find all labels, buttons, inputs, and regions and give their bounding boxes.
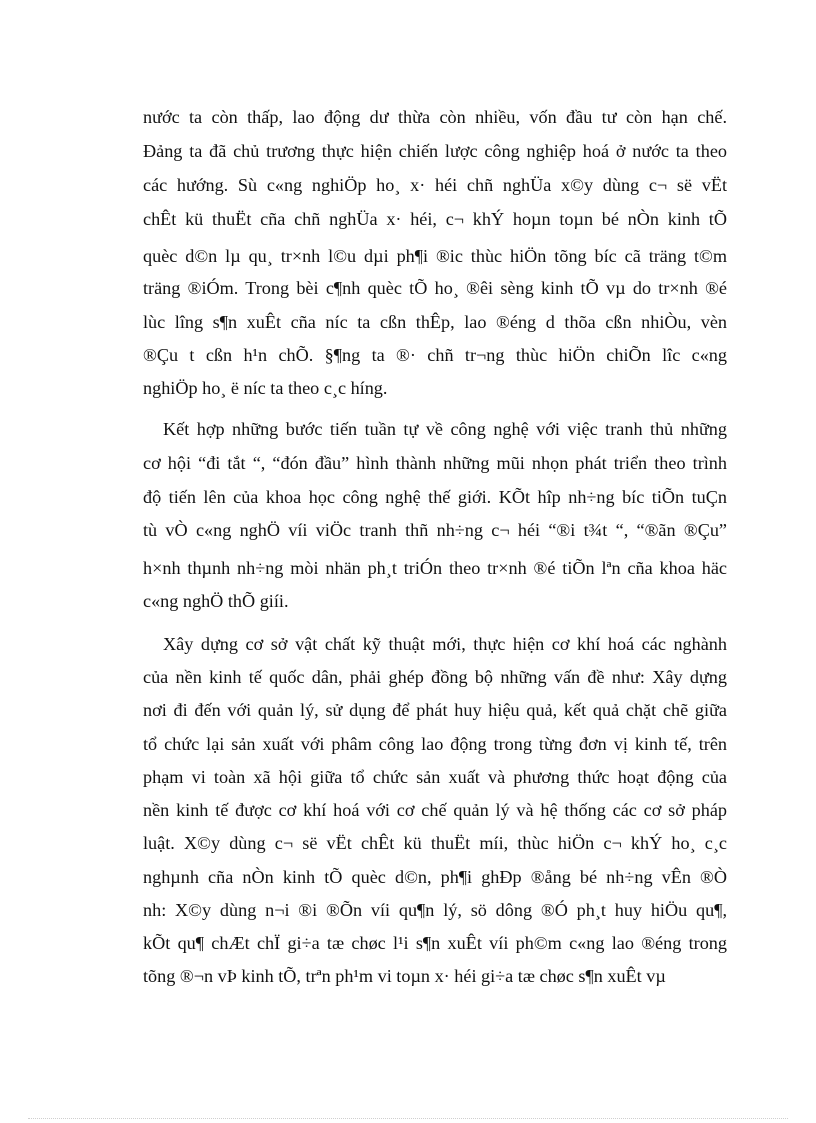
text-line: tù vÒ c«ng nghÖ víi viÖc tranh thñ nh÷ng c¬ héi “®i t¾t “, “®ãn ®Çu” bbox=[143, 520, 727, 540]
text-line: nghiÖp ho¸ ë níc ta theo c¸c híng. bbox=[143, 378, 388, 398]
text-line: cơ hội “đi tắt “, “đón đầu” hình thành những mũi nhọn phát triển theo trình bbox=[143, 453, 727, 473]
text-line: quèc d©n lµ qu¸ tr×nh l©u dµi ph¶i ®ic thùc hiÖn tõng bíc cã träng t©m bbox=[143, 246, 727, 266]
text-line: lùc lîng s¶n xuÊt cña níc ta cßn thÊp, lao ®éng d thõa cßn nhiÒu, vèn bbox=[143, 312, 727, 332]
text-line: nền kinh tế được cơ khí hoá với cơ chế quản lý và hệ thống các cơ sở pháp bbox=[143, 800, 727, 820]
text-line: nước ta còn thấp, lao động dư thừa còn nhiều, vốn đầu tư còn hạn chế. bbox=[143, 107, 727, 127]
text-line: nh: X©y dùng n¬i ®i ®Õn víi qu¶n lý, sö dông ®Ó ph¸t huy hiÖu qu¶, bbox=[143, 900, 727, 920]
text-line: của nền kinh tế quốc dân, phải ghép đồng bộ những vấn đề như: Xây dựng bbox=[143, 667, 727, 687]
page-bottom-divider bbox=[28, 1118, 788, 1119]
text-line: c«ng nghÖ thÕ giíi. bbox=[143, 591, 289, 611]
text-line: h×nh thµnh nh÷ng mòi nhän ph¸t triÓn theo tr×nh ®é tiÕn lªn cña khoa häc bbox=[143, 558, 727, 578]
text-line: độ tiến lên của khoa học công nghệ thế giới. KÕt hîp nh÷ng bíc tiÕn tuÇn bbox=[143, 487, 727, 507]
text-line: chÊt kü thuËt cña chñ nghÜa x· héi, c¬ khÝ hoµn toµn bé nÒn kinh tÕ bbox=[143, 209, 727, 229]
text-line: tổ chức lại sản xuất với phâm công lao động trong từng đơn vị kinh tế, trên bbox=[143, 734, 727, 754]
text-line: Kết hợp những bước tiến tuần tự về công nghệ với việc tranh thủ những bbox=[163, 419, 727, 439]
text-line: Đảng ta đã chủ trương thực hiện chiến lược công nghiệp hoá ở nước ta theo bbox=[143, 141, 727, 161]
text-line: kÕt qu¶ chÆt chÏ gi÷a tæ chøc l¹i s¶n xuÊt víi ph©m c«ng lao ®éng trong bbox=[143, 933, 727, 953]
body-text bbox=[143, 0, 727, 1000]
text-line: các hướng. Sù c«ng nghiÖp ho¸ x· héi chñ nghÜa x©y dùng c¬ së vËt bbox=[143, 175, 727, 195]
text-line: träng ®iÓm. Trong bèi c¶nh quèc tÕ ho¸ ®êi sèng kinh tÕ vµ do tr×nh ®é bbox=[143, 278, 727, 298]
text-line: nơi đi đến với quản lý, sử dụng để phát huy hiệu quả, kết quả chặt chẽ giữa bbox=[143, 700, 727, 720]
text-line: ®Çu t cßn h¹n chÕ. §¶ng ta ®· chñ tr¬ng thùc hiÖn chiÕn lîc c«ng bbox=[143, 345, 727, 365]
text-line: Xây dựng cơ sở vật chất kỹ thuật mới, thực hiện cơ khí hoá các nghành bbox=[163, 634, 727, 654]
text-line: nghµnh cña nÒn kinh tÕ quèc d©n, ph¶i ghÐp ®ång bé nh÷ng vÊn ®Ò bbox=[143, 867, 727, 887]
text-line: phạm vi toàn xã hội giữa tổ chức sản xuất và phương thức hoạt động của bbox=[143, 767, 727, 787]
text-line: luật. X©y dùng c¬ së vËt chÊt kü thuËt míi, thùc hiÖn c¬ khÝ ho¸ c¸c bbox=[143, 833, 727, 853]
text-line: tõng ®¬n vÞ kinh tÕ, trªn ph¹m vi toµn x· héi gi÷a tæ chøc s¶n xuÊt vµ bbox=[143, 966, 666, 986]
